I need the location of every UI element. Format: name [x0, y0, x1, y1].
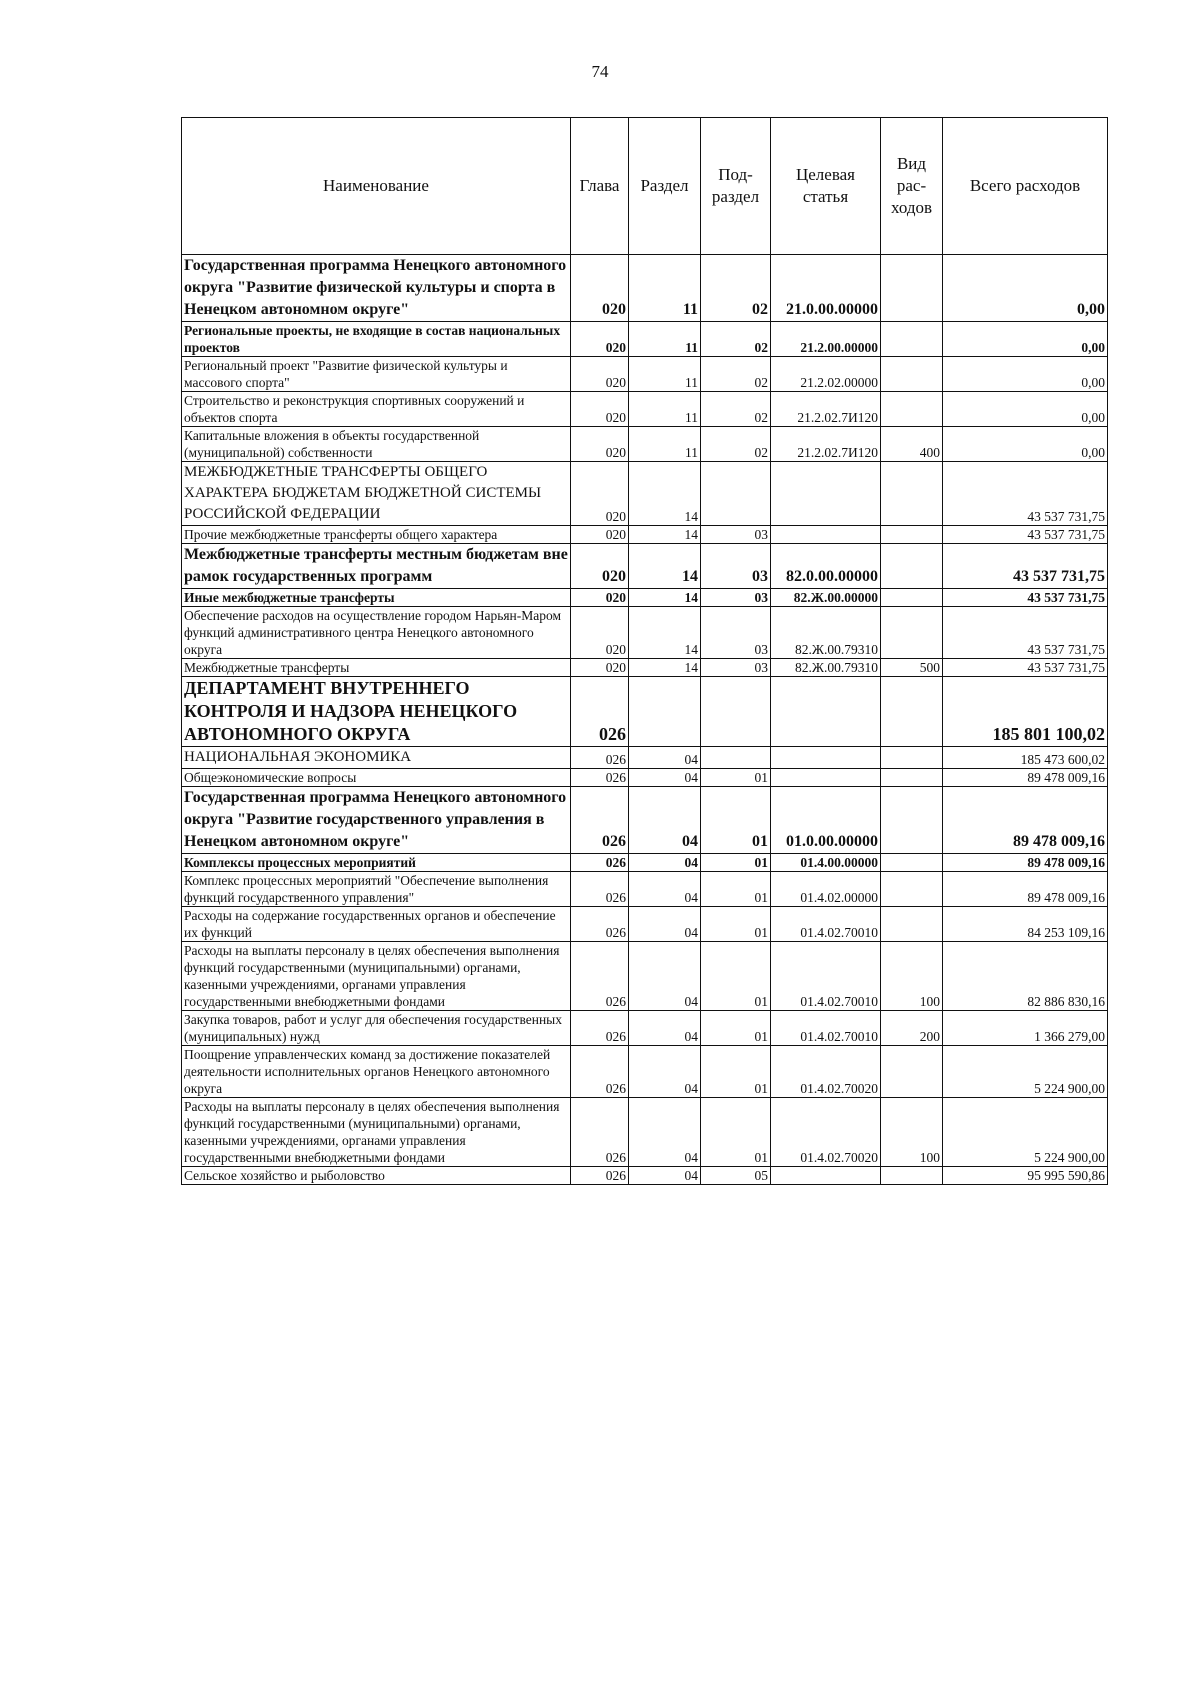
budget-table: [181, 117, 1108, 1185]
cell-podrazdel: 01: [701, 1011, 771, 1046]
cell-glava: 026: [571, 872, 629, 907]
cell-razdel: 11: [629, 255, 701, 322]
table-row: [182, 357, 1108, 392]
cell-statya: 21.2.02.7И120: [771, 427, 881, 462]
cell-podrazdel: 03: [701, 526, 771, 544]
cell-total: 43 537 731,75: [943, 544, 1108, 589]
cell-total: 185 473 600,02: [943, 747, 1108, 769]
cell-total: 43 537 731,75: [943, 462, 1108, 526]
cell-name: Расходы на содержание государственных органов и обеспечение их функций: [182, 907, 571, 942]
cell-name: Иные межбюджетные трансферты: [182, 589, 571, 607]
cell-total: 95 995 590,86: [943, 1167, 1108, 1185]
cell-podrazdel: 02: [701, 322, 771, 357]
cell-statya: 01.4.02.70010: [771, 942, 881, 1011]
cell-glava: 020: [571, 589, 629, 607]
cell-podrazdel: 01: [701, 942, 771, 1011]
cell-total: 82 886 830,16: [943, 942, 1108, 1011]
cell-statya: 01.4.00.00000: [771, 854, 881, 872]
cell-vid: [881, 1046, 943, 1098]
cell-total: 0,00: [943, 392, 1108, 427]
cell-glava: 020: [571, 255, 629, 322]
cell-razdel: 04: [629, 1098, 701, 1167]
cell-podrazdel: 02: [701, 427, 771, 462]
cell-name: ДЕПАРТАМЕНТ ВНУТРЕННЕГО КОНТРОЛЯ И НАДЗОРА НЕНЕЦКОГО АВТОНОМНОГО ОКРУГА: [182, 677, 571, 747]
table-row: [182, 677, 1108, 747]
cell-name: Строительство и реконструкция спортивных сооружений и объектов спорта: [182, 392, 571, 427]
cell-podrazdel: 01: [701, 872, 771, 907]
cell-total: 0,00: [943, 255, 1108, 322]
cell-vid: [881, 255, 943, 322]
cell-podrazdel: 01: [701, 907, 771, 942]
cell-name: Прочие межбюджетные трансферты общего характера: [182, 526, 571, 544]
cell-name: Сельское хозяйство и рыболовство: [182, 1167, 571, 1185]
table-row: [182, 769, 1108, 787]
table-row: [182, 322, 1108, 357]
cell-glava: 026: [571, 787, 629, 854]
cell-vid: [881, 544, 943, 589]
cell-name: НАЦИОНАЛЬНАЯ ЭКОНОМИКА: [182, 747, 571, 769]
cell-vid: [881, 357, 943, 392]
cell-glava: 020: [571, 427, 629, 462]
cell-razdel: 14: [629, 607, 701, 659]
cell-glava: 020: [571, 392, 629, 427]
cell-podrazdel: 01: [701, 854, 771, 872]
cell-vid: 100: [881, 1098, 943, 1167]
cell-razdel: 04: [629, 1167, 701, 1185]
cell-statya: 82.Ж.00.79310: [771, 659, 881, 677]
cell-podrazdel: 01: [701, 769, 771, 787]
table-header-row: [182, 118, 1108, 255]
cell-glava: 026: [571, 677, 629, 747]
cell-name: Общеэкономические вопросы: [182, 769, 571, 787]
table-row: [182, 942, 1108, 1011]
cell-vid: [881, 872, 943, 907]
cell-total: 84 253 109,16: [943, 907, 1108, 942]
header-glava: Глава: [571, 118, 629, 255]
table-row: [182, 747, 1108, 769]
table-row: [182, 1098, 1108, 1167]
table-row: [182, 526, 1108, 544]
cell-name: Государственная программа Ненецкого автономного округа "Развитие государственного управления в Ненецком автономном округе": [182, 787, 571, 854]
cell-vid: [881, 392, 943, 427]
cell-name: Межбюджетные трансферты местным бюджетам вне рамок государственных программ: [182, 544, 571, 589]
cell-statya: [771, 769, 881, 787]
page-number: 74: [591, 62, 609, 81]
cell-razdel: 11: [629, 427, 701, 462]
cell-podrazdel: 02: [701, 357, 771, 392]
cell-glava: 020: [571, 357, 629, 392]
table-row: [182, 872, 1108, 907]
cell-vid: [881, 747, 943, 769]
cell-razdel: 04: [629, 854, 701, 872]
cell-razdel: 04: [629, 769, 701, 787]
cell-razdel: 14: [629, 659, 701, 677]
cell-statya: [771, 677, 881, 747]
cell-glava: 026: [571, 942, 629, 1011]
header-name: Наименование: [182, 118, 571, 255]
cell-statya: 01.4.02.00000: [771, 872, 881, 907]
cell-razdel: 04: [629, 907, 701, 942]
table-row: [182, 607, 1108, 659]
cell-total: 89 478 009,16: [943, 787, 1108, 854]
cell-podrazdel: [701, 747, 771, 769]
cell-glava: 026: [571, 1167, 629, 1185]
cell-glava: 026: [571, 747, 629, 769]
header-statya: Целевая статья: [771, 118, 881, 255]
cell-podrazdel: 01: [701, 1098, 771, 1167]
cell-vid: 100: [881, 942, 943, 1011]
table-row: [182, 1046, 1108, 1098]
header-vid: Вид рас- ходов: [881, 118, 943, 255]
cell-vid: [881, 589, 943, 607]
cell-razdel: 04: [629, 942, 701, 1011]
cell-name: МЕЖБЮДЖЕТНЫЕ ТРАНСФЕРТЫ ОБЩЕГО ХАРАКТЕРА БЮДЖЕТАМ БЮДЖЕТНОЙ СИСТЕМЫ РОССИЙСКОЙ ФЕДЕРАЦИИ: [182, 462, 571, 526]
cell-podrazdel: 03: [701, 589, 771, 607]
table-row: [182, 544, 1108, 589]
cell-total: 0,00: [943, 427, 1108, 462]
cell-razdel: 11: [629, 392, 701, 427]
header-total: Всего расходов: [943, 118, 1108, 255]
cell-podrazdel: [701, 462, 771, 526]
cell-total: 89 478 009,16: [943, 854, 1108, 872]
cell-statya: 82.Ж.00.79310: [771, 607, 881, 659]
table-row: [182, 462, 1108, 526]
cell-podrazdel: 01: [701, 1046, 771, 1098]
cell-razdel: 14: [629, 544, 701, 589]
cell-name: Расходы на выплаты персоналу в целях обеспечения выполнения функций государственными (муниципальными) органами, казенными учреждениями, органами управления государственными внебюджетными фондами: [182, 942, 571, 1011]
cell-razdel: 11: [629, 357, 701, 392]
cell-statya: 21.0.00.00000: [771, 255, 881, 322]
cell-vid: 500: [881, 659, 943, 677]
cell-name: Комплекс процессных мероприятий "Обеспечение выполнения функций государственного управления": [182, 872, 571, 907]
cell-total: 43 537 731,75: [943, 607, 1108, 659]
cell-podrazdel: 03: [701, 544, 771, 589]
cell-name: Поощрение управленческих команд за достижение показателей деятельности исполнительных органов Ненецкого автономного округа: [182, 1046, 571, 1098]
cell-name: Региональный проект "Развитие физической культуры и массового спорта": [182, 357, 571, 392]
cell-name: Комплексы процессных мероприятий: [182, 854, 571, 872]
cell-statya: [771, 462, 881, 526]
cell-total: 89 478 009,16: [943, 769, 1108, 787]
cell-podrazdel: 01: [701, 787, 771, 854]
cell-statya: 01.4.02.70010: [771, 907, 881, 942]
table-row: [182, 392, 1108, 427]
cell-razdel: 14: [629, 462, 701, 526]
table-row: [182, 907, 1108, 942]
table-row: [182, 659, 1108, 677]
cell-total: 5 224 900,00: [943, 1098, 1108, 1167]
cell-total: 0,00: [943, 357, 1108, 392]
cell-glava: 026: [571, 769, 629, 787]
table-row: [182, 854, 1108, 872]
cell-podrazdel: [701, 677, 771, 747]
cell-statya: [771, 526, 881, 544]
cell-glava: 020: [571, 526, 629, 544]
cell-glava: 020: [571, 659, 629, 677]
cell-glava: 020: [571, 607, 629, 659]
cell-statya: [771, 747, 881, 769]
cell-vid: [881, 769, 943, 787]
cell-podrazdel: 03: [701, 607, 771, 659]
cell-razdel: 14: [629, 526, 701, 544]
cell-total: 43 537 731,75: [943, 659, 1108, 677]
cell-total: 89 478 009,16: [943, 872, 1108, 907]
cell-name: Расходы на выплаты персоналу в целях обеспечения выполнения функций государственными (муниципальными) органами, казенными учреждениями, органами управления государственными внебюджетными фондами: [182, 1098, 571, 1167]
cell-razdel: 11: [629, 322, 701, 357]
cell-vid: [881, 854, 943, 872]
cell-total: 185 801 100,02: [943, 677, 1108, 747]
cell-razdel: 04: [629, 1011, 701, 1046]
cell-vid: 400: [881, 427, 943, 462]
table-row: [182, 1011, 1108, 1046]
cell-podrazdel: 05: [701, 1167, 771, 1185]
cell-name: Межбюджетные трансферты: [182, 659, 571, 677]
cell-vid: [881, 907, 943, 942]
cell-vid: [881, 526, 943, 544]
table-row: [182, 589, 1108, 607]
cell-vid: [881, 322, 943, 357]
table-row: [182, 787, 1108, 854]
cell-vid: [881, 677, 943, 747]
table-row: [182, 255, 1108, 322]
cell-statya: 21.2.02.7И120: [771, 392, 881, 427]
cell-name: Обеспечение расходов на осуществление городом Нарьян-Маром функций административного центра Ненецкого автономного округа: [182, 607, 571, 659]
cell-podrazdel: 02: [701, 392, 771, 427]
cell-statya: [771, 1167, 881, 1185]
cell-glava: 026: [571, 1046, 629, 1098]
cell-total: 43 537 731,75: [943, 589, 1108, 607]
cell-statya: 01.0.00.00000: [771, 787, 881, 854]
table-row: [182, 427, 1108, 462]
table-row: [182, 1167, 1108, 1185]
cell-vid: [881, 787, 943, 854]
cell-glava: 026: [571, 1098, 629, 1167]
cell-statya: 01.4.02.70010: [771, 1011, 881, 1046]
cell-total: 1 366 279,00: [943, 1011, 1108, 1046]
cell-name: Закупка товаров, работ и услуг для обеспечения государственных (муниципальных) нужд: [182, 1011, 571, 1046]
cell-total: 43 537 731,75: [943, 526, 1108, 544]
cell-glava: 026: [571, 854, 629, 872]
cell-razdel: 04: [629, 1046, 701, 1098]
cell-razdel: 04: [629, 747, 701, 769]
header-podrazdel: Под- раздел: [701, 118, 771, 255]
cell-vid: [881, 607, 943, 659]
cell-razdel: 04: [629, 787, 701, 854]
cell-glava: 026: [571, 907, 629, 942]
cell-razdel: [629, 677, 701, 747]
cell-razdel: 14: [629, 589, 701, 607]
cell-glava: 026: [571, 1011, 629, 1046]
header-razdel: Раздел: [629, 118, 701, 255]
cell-statya: 01.4.02.70020: [771, 1046, 881, 1098]
cell-total: 5 224 900,00: [943, 1046, 1108, 1098]
cell-vid: 200: [881, 1011, 943, 1046]
cell-statya: 01.4.02.70020: [771, 1098, 881, 1167]
cell-glava: 020: [571, 544, 629, 589]
cell-razdel: 04: [629, 872, 701, 907]
cell-statya: 21.2.00.00000: [771, 322, 881, 357]
cell-vid: [881, 1167, 943, 1185]
cell-name: Государственная программа Ненецкого автономного округа "Развитие физической культуры и спорта в Ненецком автономном округе": [182, 255, 571, 322]
cell-total: 0,00: [943, 322, 1108, 357]
cell-name: Капитальные вложения в объекты государственной (муниципальной) собственности: [182, 427, 571, 462]
cell-vid: [881, 462, 943, 526]
cell-statya: 82.Ж.00.00000: [771, 589, 881, 607]
cell-statya: 21.2.02.00000: [771, 357, 881, 392]
cell-podrazdel: 02: [701, 255, 771, 322]
cell-podrazdel: 03: [701, 659, 771, 677]
cell-name: Региональные проекты, не входящие в состав национальных проектов: [182, 322, 571, 357]
cell-statya: 82.0.00.00000: [771, 544, 881, 589]
cell-glava: 020: [571, 322, 629, 357]
cell-glava: 020: [571, 462, 629, 526]
